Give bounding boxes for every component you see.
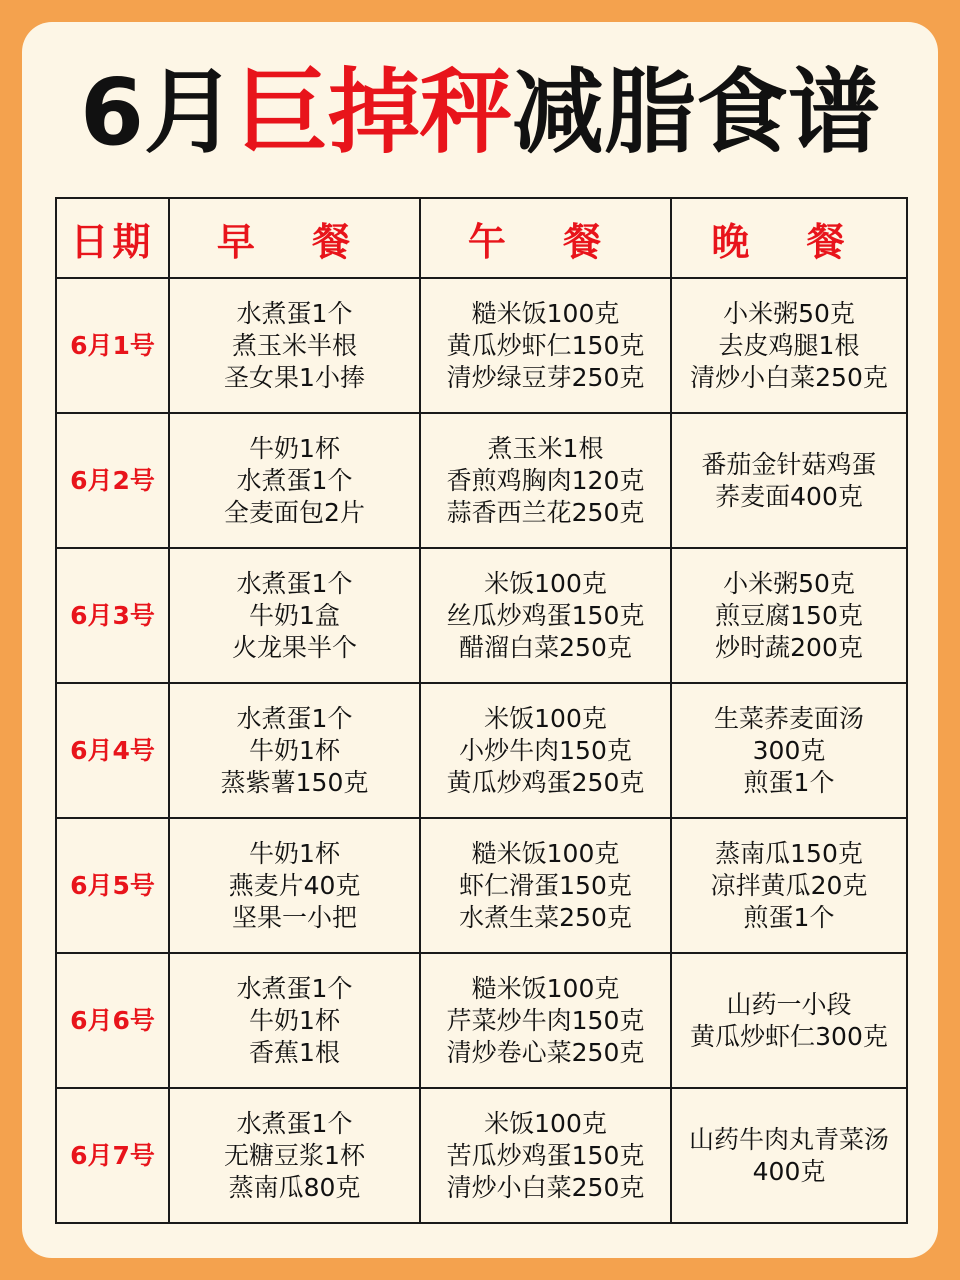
lunch-item: 糙米饭100克 — [471, 838, 620, 868]
dinner-item: 凉拌黄瓜20克 — [710, 870, 868, 900]
lunch-item: 米饭100克 — [484, 703, 607, 733]
table-row — [56, 953, 907, 1088]
dinner-item: 煎蛋1个 — [743, 767, 835, 797]
date-cell: 6月4号 — [56, 683, 169, 818]
meal-plan-table — [55, 197, 908, 1224]
breakfast-cell — [169, 278, 420, 413]
breakfast-item: 煮玉米半根 — [231, 330, 357, 360]
header-row — [56, 198, 907, 278]
breakfast-item: 水煮蛋1个 — [236, 703, 353, 733]
breakfast-item: 牛奶1杯 — [249, 735, 340, 765]
lunch-cell — [420, 953, 671, 1088]
dinner-item: 清炒小白菜250克 — [690, 362, 888, 392]
lunch-item: 醋溜白菜250克 — [459, 632, 632, 662]
breakfast-cell — [169, 683, 420, 818]
lunch-item: 糙米饭100克 — [471, 298, 620, 328]
header-date: 日期 — [56, 198, 169, 278]
dinner-cell — [671, 413, 907, 548]
breakfast-cell — [169, 548, 420, 683]
header-lunch: 午 餐 — [420, 198, 671, 278]
lunch-cell — [420, 1088, 671, 1223]
lunch-item: 虾仁滑蛋150克 — [459, 870, 632, 900]
dinner-item: 黄瓜炒虾仁300克 — [690, 1021, 888, 1051]
date-cell: 6月1号 — [56, 278, 169, 413]
dinner-item: 荞麦面400克 — [715, 481, 863, 511]
dinner-cell — [671, 818, 907, 953]
lunch-cell — [420, 548, 671, 683]
breakfast-item: 水煮蛋1个 — [236, 1108, 353, 1138]
breakfast-item: 蒸紫薯150克 — [220, 767, 369, 797]
title-prefix: 6月 — [79, 59, 236, 166]
lunch-item: 苦瓜炒鸡蛋150克 — [446, 1140, 645, 1170]
dinner-item: 生菜荞麦面汤 — [713, 703, 864, 733]
lunch-cell — [420, 413, 671, 548]
dinner-item: 蒸南瓜150克 — [715, 838, 863, 868]
dinner-cell — [671, 953, 907, 1088]
dinner-cell — [671, 683, 907, 818]
dinner-cell — [671, 278, 907, 413]
lunch-item: 清炒卷心菜250克 — [446, 1037, 645, 1067]
header-breakfast: 早 餐 — [169, 198, 420, 278]
page-title — [0, 58, 960, 168]
table-row — [56, 413, 907, 548]
dinner-cell — [671, 548, 907, 683]
breakfast-cell — [169, 1088, 420, 1223]
breakfast-item: 全麦面包2片 — [224, 497, 365, 527]
lunch-item: 蒜香西兰花250克 — [446, 497, 645, 527]
dinner-item: 煎蛋1个 — [743, 902, 835, 932]
lunch-item: 米饭100克 — [484, 568, 607, 598]
dinner-item: 去皮鸡腿1根 — [718, 330, 860, 360]
breakfast-item: 火龙果半个 — [231, 632, 357, 662]
lunch-cell — [420, 818, 671, 953]
date-cell: 6月7号 — [56, 1088, 169, 1223]
breakfast-item: 无糖豆浆1杯 — [224, 1140, 365, 1170]
breakfast-item: 蒸南瓜80克 — [228, 1172, 361, 1202]
lunch-item: 香煎鸡胸肉120克 — [446, 465, 645, 495]
breakfast-cell — [169, 413, 420, 548]
lunch-item: 水煮生菜250克 — [459, 902, 632, 932]
lunch-item: 米饭100克 — [484, 1108, 607, 1138]
table-body — [56, 278, 907, 1223]
dinner-cell — [671, 1088, 907, 1223]
table-row — [56, 278, 907, 413]
breakfast-item: 坚果一小把 — [231, 902, 357, 932]
lunch-item: 黄瓜炒鸡蛋250克 — [446, 767, 645, 797]
dinner-item: 400克 — [752, 1156, 826, 1186]
breakfast-item: 水煮蛋1个 — [236, 298, 353, 328]
dinner-item: 小米粥50克 — [723, 568, 855, 598]
header-dinner: 晚 餐 — [671, 198, 907, 278]
table-row — [56, 1088, 907, 1223]
dinner-item: 炒时蔬200克 — [715, 632, 863, 662]
breakfast-item: 水煮蛋1个 — [236, 568, 353, 598]
dinner-item: 山药牛肉丸青菜汤 — [688, 1124, 889, 1154]
lunch-item: 煮玉米1根 — [487, 433, 604, 463]
dinner-item: 煎豆腐150克 — [715, 600, 863, 630]
breakfast-item: 牛奶1盒 — [249, 600, 340, 630]
lunch-item: 丝瓜炒鸡蛋150克 — [446, 600, 645, 630]
breakfast-cell — [169, 818, 420, 953]
lunch-item: 糙米饭100克 — [471, 973, 620, 1003]
dinner-item: 番茄金针菇鸡蛋 — [701, 449, 877, 479]
title-highlight: 巨掉秤 — [235, 59, 512, 166]
date-cell: 6月5号 — [56, 818, 169, 953]
table-row — [56, 683, 907, 818]
breakfast-item: 水煮蛋1个 — [236, 465, 353, 495]
breakfast-item: 燕麦片40克 — [228, 870, 361, 900]
breakfast-item: 牛奶1杯 — [249, 1005, 340, 1035]
lunch-item: 黄瓜炒虾仁150克 — [446, 330, 645, 360]
dinner-item: 山药一小段 — [726, 989, 852, 1019]
lunch-item: 小炒牛肉150克 — [459, 735, 632, 765]
breakfast-item: 香蕉1根 — [249, 1037, 340, 1067]
breakfast-item: 牛奶1杯 — [249, 838, 340, 868]
lunch-cell — [420, 278, 671, 413]
date-cell: 6月3号 — [56, 548, 169, 683]
lunch-cell — [420, 683, 671, 818]
breakfast-item: 圣女果1小捧 — [224, 362, 365, 392]
breakfast-item: 牛奶1杯 — [249, 433, 340, 463]
date-cell: 6月6号 — [56, 953, 169, 1088]
lunch-item: 清炒小白菜250克 — [446, 1172, 645, 1202]
lunch-item: 清炒绿豆芽250克 — [446, 362, 645, 392]
dinner-item: 小米粥50克 — [723, 298, 855, 328]
lunch-item: 芹菜炒牛肉150克 — [446, 1005, 645, 1035]
title-suffix: 减脂食谱 — [512, 59, 881, 166]
breakfast-item: 水煮蛋1个 — [236, 973, 353, 1003]
table-row — [56, 818, 907, 953]
table-row — [56, 548, 907, 683]
dinner-item: 300克 — [752, 735, 826, 765]
breakfast-cell — [169, 953, 420, 1088]
date-cell: 6月2号 — [56, 413, 169, 548]
